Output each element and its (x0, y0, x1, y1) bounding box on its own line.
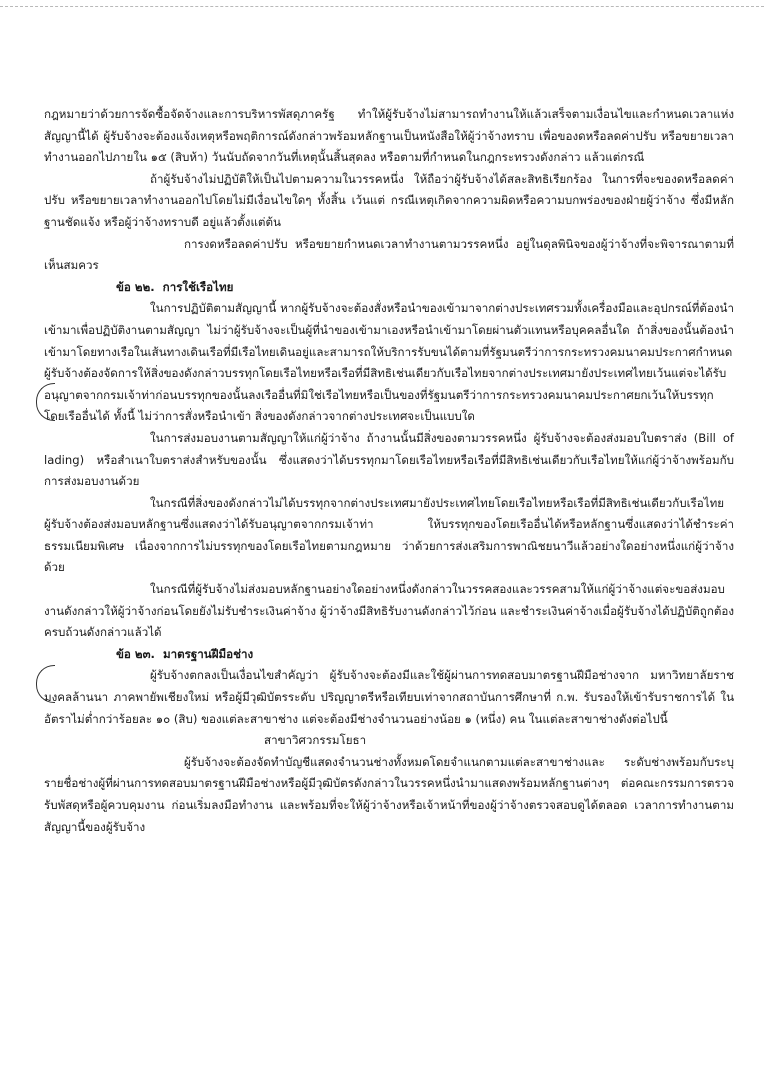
paragraph-discretion: การงดหรือลดค่าปรับ หรือขยายกำหนดเวลาทำงานตามวรรคหนึ่ง อยู่ในดุลพินิจของผู้ว่าจ้างที่จะพิจารณาตามที่เห็นสมควร (44, 236, 734, 273)
section-heading-craft-standard (44, 644, 734, 666)
document-body (44, 104, 734, 838)
paragraph-alternative-evidence: ในกรณีที่สิ่งของดังกล่าวไม่ได้บรรทุกจากต่างประเทศมายังประเทศไทยโดยเรือไทยหรือเรือที่มีสิทธิเช่นเดียวกับเรือไทย ผู้รับจ้างต้องส่งมอบหลักฐานซึ่งแสดงว่าได้รับอนุญาตจากกรมเจ้าท่า ให้บรรทุกของโดยเรืออื่นได้หรือหลักฐานซึ่งแสดงว่าได้ชำระค่าธรรมเนียมพิเศษ เนื่องจากการไม่บรรทุกของโดยเรือไทยตามกฎหมาย ว่าด้วยการส่งเสริมการพาณิชยนาวีแล้วอย่างใดอย่างหนึ่งแก่ผู้ว่าจ้างด้วย (44, 495, 734, 575)
paragraph-withheld-payment: ในกรณีที่ผู้รับจ้างไม่ส่งมอบหลักฐานอย่างใดอย่างหนึ่งดังกล่าวในวรรคสองและวรรคสามให้แก่ผู้ว่าจ้างแต่จะขอส่งมอบงานดังกล่าวให้ผู้ว่าจ้างก่อนโดยยังไม่รับชำระเงินค่าจ้าง ผู้ว่าจ้างมีสิทธิรับงานดังกล่าวไว้ก่อน และชำระเงินค่าจ้างเมื่อผู้รับจ้างได้ปฏิบัติถูกต้องครบถ้วนดังกล่าวแล้วได้ (44, 582, 734, 640)
section-title: มาตรฐานฝีมือช่าง (162, 646, 254, 661)
branch-civil-engineering: สาขาวิศวกรรมโยธา (264, 733, 367, 748)
paragraph-bill-of-lading: ในการส่งมอบงานตามสัญญาให้แก่ผู้ว่าจ้าง ถ้างานนั้นมีสิ่งของตามวรรคหนึ่ง ผู้รับจ้างจะต้องส่งมอบใบตราส่ง (Bill of lading) หรือสำเนาใบตราส่งสำหรับของนั้น ซึ่งแสดงว่าได้บรรทุกมาโดยเรือไทยหรือเรือที่มีสิทธิเช่นเดียวกับเรือไทยให้แก่ผู้ว่าจ้างพร้อมกับการส่งมอบงานด้วย (44, 430, 734, 489)
section-title: การใช้เรือไทย (162, 279, 234, 294)
section-number: ข้อ ๒๓. (116, 646, 155, 661)
paragraph-delay-notice: กฎหมายว่าด้วยการจัดซื้อจัดจ้างและการบริหารพัสดุภาครัฐ ทำให้ผู้รับจ้างไม่สามารถทำงานให้แล้วเสร็จตามเงื่อนไขและกำหนดเวลาแห่งสัญญานี้ได้ ผู้รับจ้างจะต้องแจ้งเหตุหรือพฤติการณ์ดังกล่าวพร้อมหลักฐานเป็นหนังสือให้ผู้ว่าจ้างทราบ เพื่อของดหรือลดค่าปรับ หรือขยายเวลาทำงานออกไปภายใน ๑๕ (สิบห้า) วันนับถัดจากวันที่เหตุนั้นสิ้นสุดลง หรือตามที่กำหนดในกฎกระทรวงดังกล่าว แล้วแต่กรณี (44, 107, 734, 165)
paragraph-waiver-of-claim: ถ้าผู้รับจ้างไม่ปฏิบัติให้เป็นไปตามความในวรรคหนึ่ง ให้ถือว่าผู้รับจ้างได้สละสิทธิเรียกร้อง ในการที่จะของดหรือลดค่าปรับ หรือขยายเวลาทำงานออกไปโดยไม่มีเงื่อนไขใดๆ ทั้งสิ้น เว้นแต่ กรณีเหตุเกิดจากความผิดหรือความบกพร่องของฝ่ายผู้ว่าจ้าง ซึ่งมีหลักฐานชัดแจ้ง หรือผู้ว่าจ้างทราบดี อยู่แล้วตั้งแต่ต้น (44, 171, 734, 229)
section-number: ข้อ ๒๒. (116, 279, 155, 294)
scan-top-border (0, 6, 764, 7)
paragraph-import-by-thai-vessel: ในการปฏิบัติตามสัญญานี้ หากผู้รับจ้างจะต้องสั่งหรือนำของเข้ามาจากต่างประเทศรวมทั้งเครื่องมือและอุปกรณ์ที่ต้องนำเข้ามาเพื่อปฏิบัติงานตามสัญญา ไม่ว่าผู้รับจ้างจะเป็นผู้ที่นำของเข้ามาเองหรือนำเข้ามาโดยผ่านตัวแทนหรือบุคคลอื่นใด ถ้าสิ่งของนั้นต้องนำเข้ามาโดยทางเรือในเส้นทางเดินเรือที่มีเรือไทยเดินอยู่และสามารถให้บริการรับขนได้ตามที่รัฐมนตรีว่าการกระทรวงคมนาคมประกาศกำหนด ผู้รับจ้างต้องจัดการให้สิ่งของดังกล่าวบรรทุกโดยเรือไทยหรือเรือที่มีสิทธิเช่นเดียวกับเรือไทยจากต่างประเทศมายังประเทศไทยเว้นแต่จะได้รับอนุญาตจากกรมเจ้าท่าก่อนบรรทุกของนั้นลงเรืออื่นที่มิใช่เรือไทยหรือเป็นของที่รัฐมนตรีว่าการกระทรวงคมนาคมประกาศยกเว้นให้บรรทุกโดยเรืออื่นได้ ทั้งนี้ ไม่ว่าการสั่งหรือนำเข้า สิ่งของดังกล่าวจากต่างประเทศจะเป็นแบบใด (44, 301, 734, 424)
paragraph-technician-list: ผู้รับจ้างจะต้องจัดทำบัญชีแสดงจำนวนช่างทั้งหมดโดยจำแนกตามแต่ละสาขาช่างและ ระดับช่างพร้อมกับระบุรายชื่อช่างผู้ที่ผ่านการทดสอบมาตรฐานฝีมือช่างหรือผู้มีวุฒิบัตรดังกล่าวในวรรคหนึ่งนำมาแสดงพร้อมหลักฐานต่างๆ ต่อคณะกรรมการตรวจรับพัสดุหรือผู้ควบคุมงาน ก่อนเริ่มลงมือทำงาน และพร้อมที่จะให้ผู้ว่าจ้างหรือเจ้าหน้าที่ของผู้ว่าจ้างตรวจสอบดูได้ตลอด เวลาการทำงานตามสัญญานี้ของผู้รับจ้าง (44, 754, 734, 834)
paragraph-certified-technicians: ผู้รับจ้างตกลงเป็นเงื่อนไขสำคัญว่า ผู้รับจ้างจะต้องมีและใช้ผู้ผ่านการทดสอบมาตรฐานฝีมือช่างจาก มหาวิทยาลัยราชมงคลล้านนา ภาคพายัพเชียงใหม่ หรือผู้มีวุฒิบัตรระดับ ปริญญาตรีหรือเทียบเท่าจากสถาบันการศึกษาที่ ก.พ. รับรองให้เข้ารับราชการได้ ในอัตราไม่ต่ำกว่าร้อยละ ๑๐ (สิบ) ของแต่ละสาขาช่าง แต่จะต้องมีช่างจำนวนอย่างน้อย ๑ (หนึ่ง) คน ในแต่ละสาขาช่างดังต่อไปนี้ (44, 668, 734, 726)
section-heading-thai-vessels (44, 277, 734, 299)
